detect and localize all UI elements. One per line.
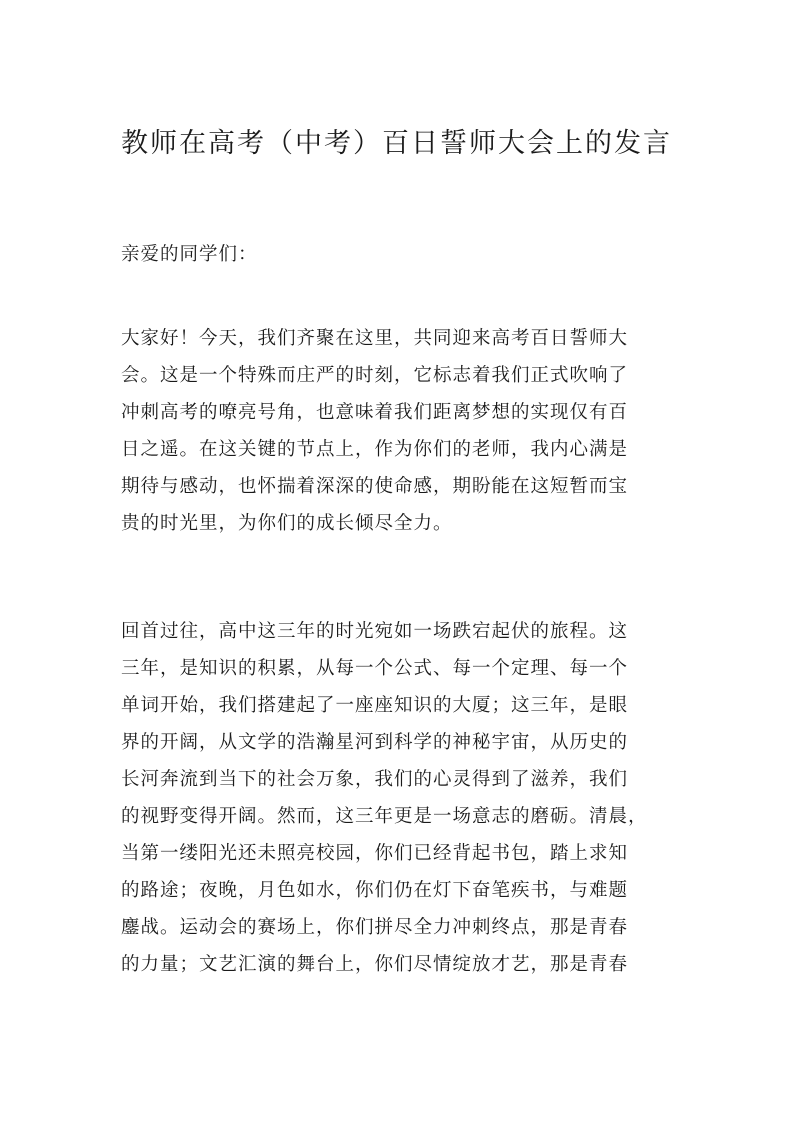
paragraph-line: 的路途；夜晚，月色如水，你们仍在灯下奋笔疾书，与难题 [121, 880, 629, 901]
paragraph-line: 的力量；文艺汇演的舞台上，你们尽情绽放才艺，那是青春 [121, 954, 629, 975]
paragraph-line: 三年，是知识的积累，从每一个公式、每一个定理、每一个 [121, 658, 629, 679]
paragraph-2 [121, 613, 681, 983]
paragraph-line: 贵的时光里，为你们的成长倾尽全力。 [121, 513, 453, 534]
paragraph-line: 长河奔流到当下的社会万象，我们的心灵得到了滋养，我们 [121, 769, 629, 790]
paragraph-line: 大家好！今天，我们齐聚在这里，共同迎来高考百日誓师大 [121, 328, 629, 349]
paragraph-line: 单词开始，我们搭建起了一座座知识的大厦；这三年，是眼 [121, 695, 629, 716]
paragraph-line: 会。这是一个特殊而庄严的时刻，它标志着我们正式吹响了 [121, 365, 629, 386]
paragraph-line: 日之遥。在这关键的节点上，作为你们的老师，我内心满是 [121, 439, 629, 460]
paragraph-line: 回首过往，高中这三年的时光宛如一场跌宕起伏的旅程。这 [121, 621, 629, 642]
paragraph-line: 的视野变得开阔。然而，这三年更是一场意志的磨砺。清晨， [121, 806, 648, 827]
paragraph-line: 当第一缕阳光还未照亮校园，你们已经背起书包，踏上求知 [121, 843, 629, 864]
paragraph-line: 界的开阔，从文学的浩瀚星河到科学的神秘宇宙，从历史的 [121, 732, 629, 753]
paragraph-line: 冲刺高考的嘹亮号角，也意味着我们距离梦想的实现仅有百 [121, 402, 629, 423]
greeting: 亲爱的同学们： [121, 244, 258, 265]
paragraph-1 [121, 320, 681, 542]
paragraph-line: 鏖战。运动会的赛场上，你们拼尽全力冲刺终点，那是青春 [121, 917, 629, 938]
paragraph-line: 期待与感动，也怀揣着深深的使命感，期盼能在这短暂而宝 [121, 476, 629, 497]
document-title: 教师在高考（中考）百日誓师大会上的发言 [121, 128, 672, 159]
